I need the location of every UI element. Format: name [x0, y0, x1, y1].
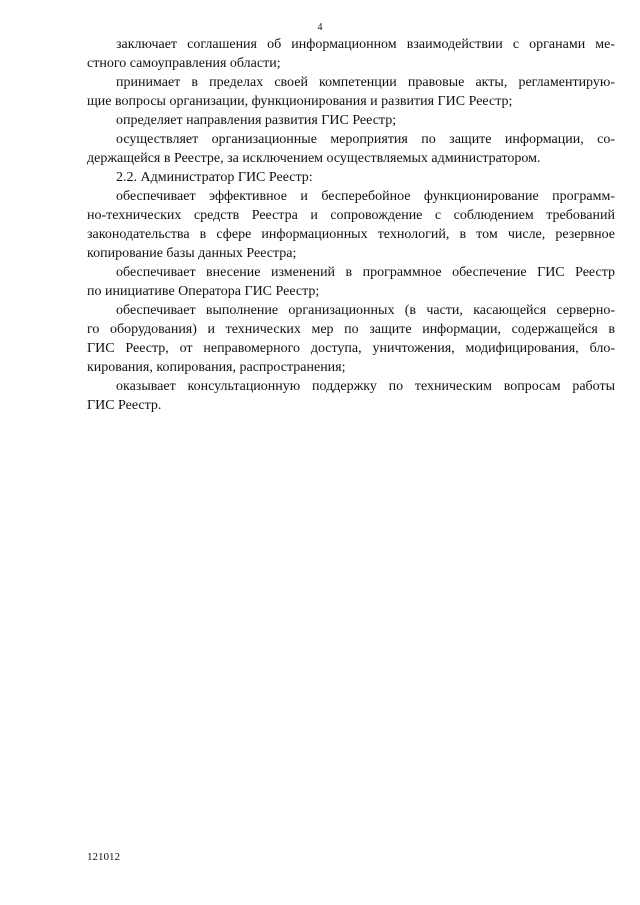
text-line: 2.2. Администратор ГИС Реестр: — [116, 170, 313, 185]
text-line: кирования, копирования, распространения; — [87, 360, 346, 375]
text-line: но-технических средств Реестра и сопровождение с соблюдением требований — [87, 208, 615, 223]
paragraph — [87, 301, 615, 377]
text-line: щие вопросы организации, функционирования и развития ГИС Реестр; — [87, 94, 513, 109]
text-line: принимает в пределах своей компетенции правовые акты, регламентирую- — [116, 75, 615, 90]
text-line: обеспечивает выполнение организационных (в части, касающейся серверно- — [116, 303, 615, 318]
text-line: по инициативе Оператора ГИС Реестр; — [87, 284, 320, 299]
paragraph — [87, 168, 615, 187]
text-line: осуществляет организационные мероприятия по защите информации, со- — [116, 132, 615, 147]
text-line: заключает соглашения об информационном взаимодействии с органами ме- — [116, 37, 615, 52]
text-line: ГИС Реестр, от неправомерного доступа, уничтожения, модифицирования, бло- — [87, 341, 615, 356]
paragraph — [87, 187, 615, 263]
text-line: обеспечивает внесение изменений в программное обеспечение ГИС Реестр — [116, 265, 615, 280]
text-line: законодательства в сфере информационных технологий, в том числе, резервное — [87, 227, 615, 242]
text-line: копирование базы данных Реестра; — [87, 246, 297, 261]
paragraph — [87, 263, 615, 301]
page-number: 4 — [317, 22, 323, 33]
text-line: обеспечивает эффективное и бесперебойное функционирование программ- — [116, 189, 615, 204]
paragraph — [87, 377, 615, 415]
text-line: оказывает консультационную поддержку по техническим вопросам работы — [116, 379, 615, 394]
paragraph — [87, 73, 615, 111]
paragraph — [87, 130, 615, 168]
text-line: стного самоуправления области; — [87, 56, 281, 71]
document-body — [87, 35, 615, 415]
text-line: держащейся в Реестре, за исключением осуществляемых администратором. — [87, 151, 541, 166]
text-line: определяет направления развития ГИС Реестр; — [116, 113, 397, 128]
text-line: ГИС Реестр. — [87, 398, 162, 413]
footer-document-code: 121012 — [87, 851, 120, 863]
paragraph — [87, 111, 615, 130]
text-line: го оборудования) и технических мер по защите информации, содержащейся в — [87, 322, 615, 337]
paragraph — [87, 35, 615, 73]
